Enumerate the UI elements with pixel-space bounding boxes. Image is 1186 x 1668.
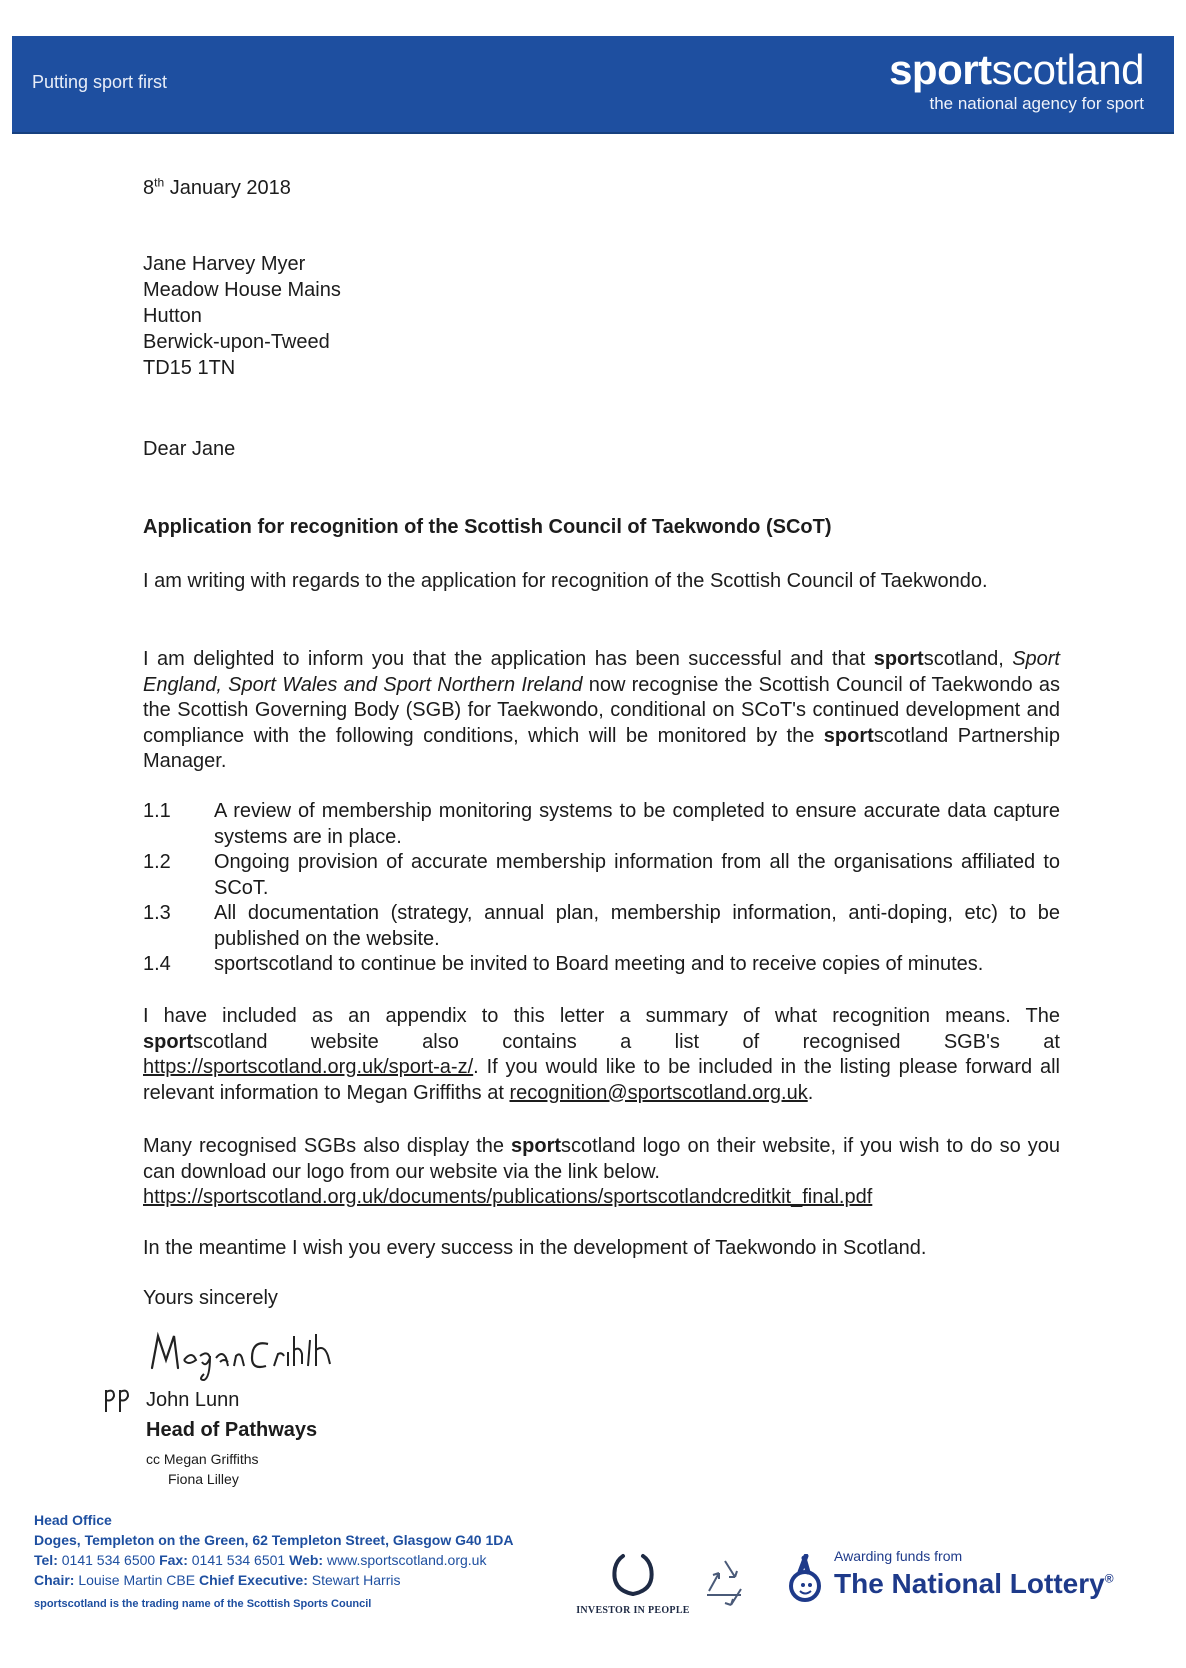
conditions-list: [143, 799, 1060, 978]
brand-bold: sport: [889, 46, 992, 93]
para3-line-1: I have included as an appendix to this letter a summary of what recognition means. The: [143, 1005, 1060, 1027]
para2-text-d: now recognise the Scottish Council of Taekwondo as the Scottish Governing Body (SGB) for Taekwondo, conditional on SCoT's continued development and compliance with the following conditions, which will be monitored by the: [143, 673, 1060, 747]
condition-text: A review of membership monitoring systems to be completed to ensure accurate data capture systems are in place.: [214, 800, 1060, 848]
signatory-name: John Lunn: [146, 1389, 240, 1411]
signatory-title: Head of Pathways: [146, 1419, 318, 1441]
investors-label: INVESTOR IN PEOPLE: [576, 1605, 690, 1616]
para4-brand-rest: scotland logo on their website, if you wish to do so you can download our logo from our website via the link below.: [143, 1135, 1060, 1183]
address-line: Hutton: [143, 305, 202, 327]
condition-item: [143, 901, 1060, 952]
condition-text: All documentation (strategy, annual plan, membership information, anti-doping, etc) to be published on the website.: [214, 902, 1060, 950]
para3-brand-rest: scotland website also contains a list of recognised SGB's at: [193, 1030, 1060, 1053]
date-rest: January 2018: [164, 177, 291, 199]
footer: [34, 1510, 513, 1614]
brand-tagline: the national agency for sport: [929, 94, 1144, 113]
brand-logo: [889, 46, 1144, 114]
condition-number: 1.2: [143, 851, 171, 873]
condition-item: [143, 850, 1060, 901]
address-line: Berwick-upon-Tweed: [143, 331, 330, 353]
condition-text: sportscotland to continue be invited to Board meeting and to receive copies of minutes.: [214, 953, 984, 975]
para4-brand-bold: sport: [511, 1135, 562, 1157]
condition-item: [143, 952, 1060, 978]
condition-number: 1.4: [143, 953, 171, 975]
paragraph-2: [143, 647, 1060, 775]
chair-name: Louise Martin CBE: [74, 1572, 199, 1588]
date-day: 8: [143, 177, 155, 199]
handwritten-signature: [148, 1322, 368, 1382]
para2-italic: Sport England, Sport Wales and Sport Northern Ireland: [143, 648, 1060, 696]
footer-trading-name: sportscotland is the trading name of the Scottish Sports Council: [34, 1598, 372, 1610]
para2-brand-rest-2: scotland Partnership Manager.: [143, 724, 1061, 772]
cc-line-2: Fiona Lilley: [168, 1471, 239, 1487]
investors-in-people-logo: [573, 1552, 693, 1620]
pp-mark: [102, 1384, 136, 1414]
cc-line-1: cc Megan Griffiths: [146, 1451, 259, 1467]
tel-number: 0141 534 6500: [57, 1552, 160, 1568]
lottery-registered-mark: ®: [1104, 1571, 1114, 1586]
para4-text-a: Many recognised SGBs also display the: [143, 1135, 512, 1157]
lottery-name-text: The National Lottery: [834, 1568, 1105, 1599]
para2-brand-rest: scotland,: [923, 648, 1013, 670]
address-line: Meadow House Mains: [143, 279, 341, 301]
condition-number: 1.3: [143, 902, 171, 924]
brand-name: [889, 46, 1144, 94]
condition-item: [143, 799, 1060, 850]
closing: Yours sincerely: [143, 1287, 278, 1309]
condition-number: 1.1: [143, 800, 171, 822]
paragraph-4: [143, 1134, 1060, 1211]
footer-address: Doges, Templeton on the Green, 62 Templeton Street, Glasgow G40 1DA: [34, 1532, 514, 1548]
paragraph-1: I am writing with regards to the application for recognition of the Scottish Council of Taekwondo.: [143, 570, 988, 592]
address-line: TD15 1TN: [143, 357, 236, 379]
paragraph-5: In the meantime I wish you every success in the development of Taekwondo in Scotland.: [143, 1237, 927, 1259]
tel-label: Tel:: [34, 1552, 58, 1568]
recycle-icon: [697, 1555, 753, 1607]
laurel-wreath-icon: [608, 1552, 658, 1598]
letter-date: [143, 176, 291, 202]
chair-label: Chair:: [34, 1572, 75, 1588]
paragraph-3: [143, 1004, 1060, 1106]
web-label: Web:: [289, 1552, 324, 1568]
date-suffix: th: [154, 175, 165, 190]
para2-text-a: I am delighted to inform you that the application has been successful and that: [143, 648, 874, 670]
recipient-address: [143, 252, 341, 382]
salutation: Dear Jane: [143, 438, 236, 460]
para3-line-3: [143, 1055, 1060, 1106]
letterhead-banner: [12, 36, 1174, 134]
footer-officers: [34, 1570, 513, 1590]
para2-brand-bold-2: sport: [823, 724, 874, 747]
brand-light: scotland: [991, 46, 1144, 93]
crossed-fingers-icon: [784, 1554, 826, 1606]
para3-text-c: . If you would like to be included in the listing please forward all relevant information to Megan Griffiths at: [143, 1056, 1060, 1104]
fax-number: 0141 534 6501: [187, 1552, 290, 1568]
para3-brand-bold: sport: [143, 1030, 193, 1053]
footer-head-office: Head Office: [34, 1512, 112, 1528]
sport-a-z-link[interactable]: https://sportscotland.org.uk/sport-a-z/: [143, 1056, 474, 1078]
para3-text-d: .: [807, 1081, 814, 1104]
para3-line-2: [143, 1030, 1060, 1056]
motto: Putting sport first: [32, 72, 168, 92]
lottery-name: [834, 1568, 1114, 1600]
para2-brand-bold: sport: [873, 648, 924, 670]
recognition-email-link[interactable]: recognition@sportscotland.org.uk: [509, 1081, 808, 1104]
address-line: Jane Harvey Myer: [143, 253, 306, 275]
national-lottery-logo: [784, 1548, 1134, 1618]
condition-text: Ongoing provision of accurate membership information from all the organisations affiliated to SCoT.: [214, 851, 1060, 899]
letter-subject: Application for recognition of the Scottish Council of Taekwondo (SCoT): [143, 516, 832, 538]
footer-contact: [34, 1550, 513, 1570]
credit-kit-link[interactable]: https://sportscotland.org.uk/documents/publications/sportscotlandcreditkit_final.pdf: [143, 1186, 873, 1208]
ce-name: Stewart Harris: [307, 1572, 401, 1588]
fax-label: Fax:: [159, 1552, 188, 1568]
ce-label: Chief Executive:: [198, 1572, 308, 1588]
web-address: www.sportscotland.org.uk: [323, 1552, 487, 1568]
lottery-awarding-label: Awarding funds from: [834, 1548, 963, 1564]
